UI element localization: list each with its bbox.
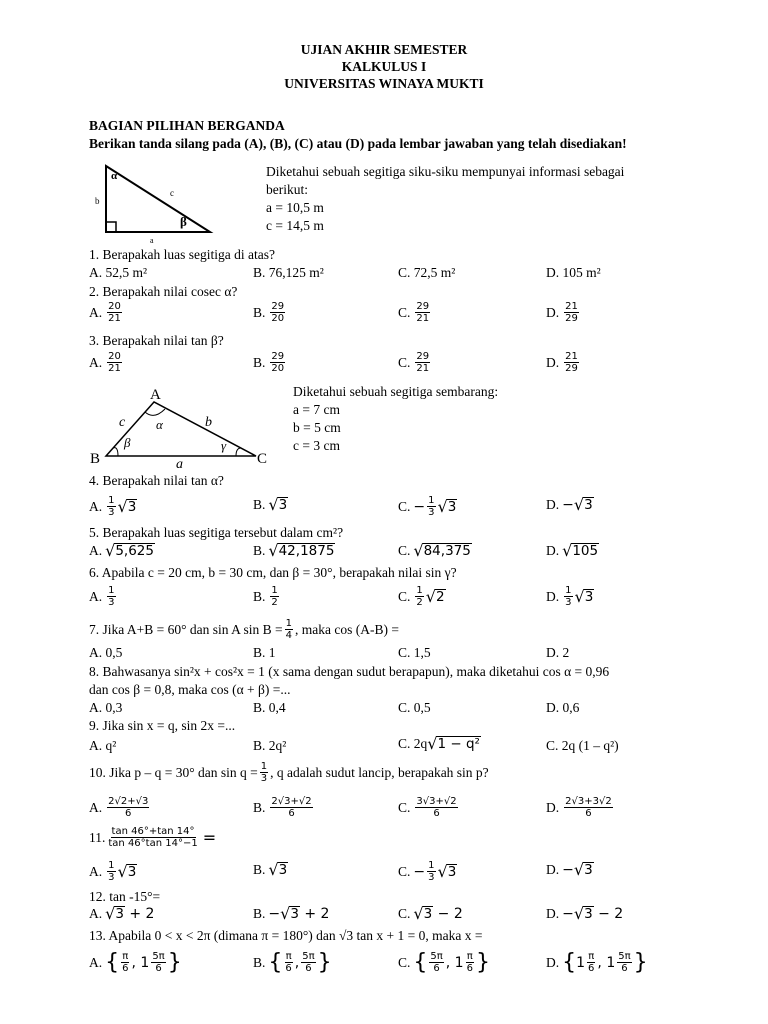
figure1-info-line2: berikut: bbox=[266, 182, 308, 197]
question-8-line2: dan cos β = 0,8, maka cos (α + β) =... bbox=[89, 682, 291, 697]
q8-option-a[interactable]: A. 0,3 bbox=[89, 700, 123, 715]
q10-option-c[interactable]: C. $\frac{3√3+√2}{6}$ bbox=[398, 796, 457, 819]
question-9: 9. Jika sin x = q, sin 2x =... bbox=[89, 718, 236, 733]
question-3: 3. Berapakah nilai tan β? bbox=[89, 333, 224, 348]
q12-option-b[interactable]: B. − √ 3 + 2 bbox=[253, 904, 330, 923]
q12-option-d[interactable]: D. − √ 3 − 2 bbox=[546, 904, 624, 923]
q6-option-d[interactable]: D. $\frac{1}{3}$ √ 3 bbox=[546, 585, 594, 608]
side-c-label: c bbox=[170, 188, 174, 198]
q2-option-b[interactable]: B. $\frac{29}{20}$ bbox=[253, 301, 285, 324]
q11-option-b[interactable]: B. √ 3 bbox=[253, 860, 288, 879]
q6-option-a[interactable]: A. $\frac{1}{3}$ bbox=[89, 585, 115, 608]
side-b-label: b bbox=[205, 415, 212, 430]
q6-option-c[interactable]: C. $\frac{1}{2}$ √ 2 bbox=[398, 585, 445, 608]
exam-title: UJIAN AKHIR SEMESTER bbox=[300, 42, 468, 57]
side-c-label: c bbox=[119, 415, 126, 430]
figure2-info-line3: b = 5 cm bbox=[293, 420, 341, 435]
figure2-info-line4: c = 3 cm bbox=[293, 438, 340, 453]
q5-option-b[interactable]: B. √ 42,1875 bbox=[253, 541, 335, 560]
q8-option-c[interactable]: C. 0,5 bbox=[398, 700, 431, 715]
section-instruction: Berikan tanda silang pada (A), (B), (C) atau (D) pada lembar jawaban yang telah disediakan! bbox=[89, 136, 627, 151]
general-triangle-figure bbox=[88, 384, 278, 470]
q10-option-b[interactable]: B. $\frac{2√3+√2}{6}$ bbox=[253, 796, 312, 819]
right-triangle-figure bbox=[88, 158, 238, 244]
figure1-info-line1: Diketahui sebuah segitiga siku-siku mempunyai informasi sebagai bbox=[266, 164, 625, 179]
question-13: 13. Apabila 0 < x < 2π (dimana π = 180°) dan √3 tan x + 1 = 0, maka x = bbox=[89, 928, 483, 943]
figure2-info-line1: Diketahui sebuah segitiga sembarang: bbox=[293, 384, 499, 399]
angle-beta-label: β bbox=[124, 435, 131, 450]
q5-option-c[interactable]: C. √ 84,375 bbox=[398, 541, 471, 560]
course-name: KALKULUS I bbox=[341, 59, 427, 74]
side-a-label: a bbox=[150, 236, 154, 244]
university-name: UNIVERSITAS WINAYA MUKTI bbox=[284, 76, 484, 91]
question-6: 6. Apabila c = 20 cm, b = 30 cm, dan β = 30°, berapakah nilai sin γ? bbox=[89, 565, 457, 580]
angle-alpha-label: α bbox=[156, 417, 163, 432]
q2-option-c[interactable]: C. $\frac{29}{21}$ bbox=[398, 301, 430, 324]
q1-option-d[interactable]: D. 105 m² bbox=[546, 265, 601, 280]
question-7: 7. Jika A+B = 60° dan sin A sin B = $\frac{1}{4}$ , maka cos (A-B) = bbox=[89, 618, 399, 641]
angle-alpha-label: α bbox=[111, 170, 118, 182]
q13-option-c[interactable]: C. { $\frac{5\pi}{6}$ , 1 $\frac{\pi}{6}$ } bbox=[398, 950, 490, 975]
q1-option-c[interactable]: C. 72,5 m² bbox=[398, 265, 456, 280]
q4-option-d[interactable]: D. − √ 3 bbox=[546, 495, 593, 514]
q3-option-a[interactable]: A. $\frac{20}{21}$ bbox=[89, 351, 121, 374]
question-5: 5. Berapakah luas segitiga tersebut dalam cm²? bbox=[89, 525, 344, 540]
figure1-info-line3: a = 10,5 m bbox=[266, 200, 324, 215]
q7-option-a[interactable]: A. 0,5 bbox=[89, 645, 123, 660]
question-10: 10. Jika p – q = 30° dan sin q = $\frac{1}{3}$ , q adalah sudut lancip, berapakah sin p? bbox=[89, 761, 489, 784]
q2-option-d[interactable]: D. $\frac{21}{29}$ bbox=[546, 301, 578, 324]
question-4: 4. Berapakah nilai tan α? bbox=[89, 473, 224, 488]
q7-option-b[interactable]: B. 1 bbox=[253, 645, 276, 660]
question-2: 2. Berapakah nilai cosec α? bbox=[89, 284, 238, 299]
q8-option-b[interactable]: B. 0,4 bbox=[253, 700, 286, 715]
q9-option-c[interactable]: C. 2q √ 1 − q² bbox=[398, 734, 480, 753]
q6-option-b[interactable]: B. $\frac{1}{2}$ bbox=[253, 585, 278, 608]
q12-option-c[interactable]: C. √ 3 − 2 bbox=[398, 904, 463, 923]
figure2-info-line2: a = 7 cm bbox=[293, 402, 340, 417]
q13-option-d[interactable]: D. { 1 $\frac{\pi}{6}$ , 1 $\frac{5\pi}{6}$ } bbox=[546, 950, 648, 975]
q4-option-c[interactable]: C. − $\frac{1}{3}$ √ 3 bbox=[398, 495, 457, 518]
q4-option-a[interactable]: A. $\frac{1}{3}$ √ 3 bbox=[89, 495, 137, 518]
q12-option-a[interactable]: A. √ 3 + 2 bbox=[89, 904, 155, 923]
q11-option-a[interactable]: A. $\frac{1}{3}$ √ 3 bbox=[89, 860, 137, 883]
q4-option-b[interactable]: B. √ 3 bbox=[253, 495, 288, 514]
q3-option-b[interactable]: B. $\frac{29}{20}$ bbox=[253, 351, 285, 374]
angle-gamma-label: γ bbox=[221, 438, 227, 453]
q7-option-d[interactable]: D. 2 bbox=[546, 645, 570, 660]
q13-option-b[interactable]: B. { $\frac{\pi}{6}$ , $\frac{5\pi}{6}$ } bbox=[253, 950, 332, 975]
side-a-label: a bbox=[176, 457, 183, 470]
q1-option-a[interactable]: A. 52,5 m² bbox=[89, 265, 148, 280]
q9-option-b[interactable]: B. 2q² bbox=[253, 738, 287, 753]
q7-option-c[interactable]: C. 1,5 bbox=[398, 645, 431, 660]
question-1: 1. Berapakah luas segitiga di atas? bbox=[89, 247, 275, 262]
q10-option-d[interactable]: D. $\frac{2√3+3√2}{6}$ bbox=[546, 796, 612, 819]
q8-option-d[interactable]: D. 0,6 bbox=[546, 700, 580, 715]
q13-option-a[interactable]: A. { $\frac{\pi}{6}$ , 1 $\frac{5\pi}{6}$ } bbox=[89, 950, 182, 975]
figure1-info-line4: c = 14,5 m bbox=[266, 218, 324, 233]
q9-option-d[interactable]: C. 2q (1 – q²) bbox=[546, 738, 619, 753]
vertex-a-label: A bbox=[150, 387, 161, 403]
question-11: 11. $\frac{\tan 46^\circ+\tan 14^\circ}{\tan 46^\circ\tan 14^\circ-1}$ = bbox=[89, 826, 217, 849]
vertex-b-label: B bbox=[90, 451, 101, 467]
q3-option-d[interactable]: D. $\frac{21}{29}$ bbox=[546, 351, 578, 374]
q5-option-d[interactable]: D. √ 105 bbox=[546, 541, 599, 560]
side-b-label: b bbox=[95, 196, 100, 206]
q11-option-c[interactable]: C. − $\frac{1}{3}$ √ 3 bbox=[398, 860, 457, 883]
q10-option-a[interactable]: A. $\frac{2√2+√3}{6}$ bbox=[89, 796, 149, 819]
angle-beta-label: β bbox=[180, 214, 187, 229]
q3-option-c[interactable]: C. $\frac{29}{21}$ bbox=[398, 351, 430, 374]
question-12: 12. tan -15°= bbox=[89, 889, 161, 904]
q2-option-a[interactable]: A. $\frac{20}{21}$ bbox=[89, 301, 121, 324]
q11-option-d[interactable]: D. − √ 3 bbox=[546, 860, 593, 879]
q1-option-b[interactable]: B. 76,125 m² bbox=[253, 265, 324, 280]
q9-option-a[interactable]: A. q² bbox=[89, 738, 117, 753]
vertex-c-label: C bbox=[257, 451, 268, 467]
q5-option-a[interactable]: A. √ 5,625 bbox=[89, 541, 154, 560]
section-title: BAGIAN PILIHAN BERGANDA bbox=[89, 118, 285, 133]
question-8-line1: 8. Bahwasanya sin²x + cos²x = 1 (x sama dengan sudut berapapun), maka diketahui cos α = 0,96 bbox=[89, 664, 610, 679]
